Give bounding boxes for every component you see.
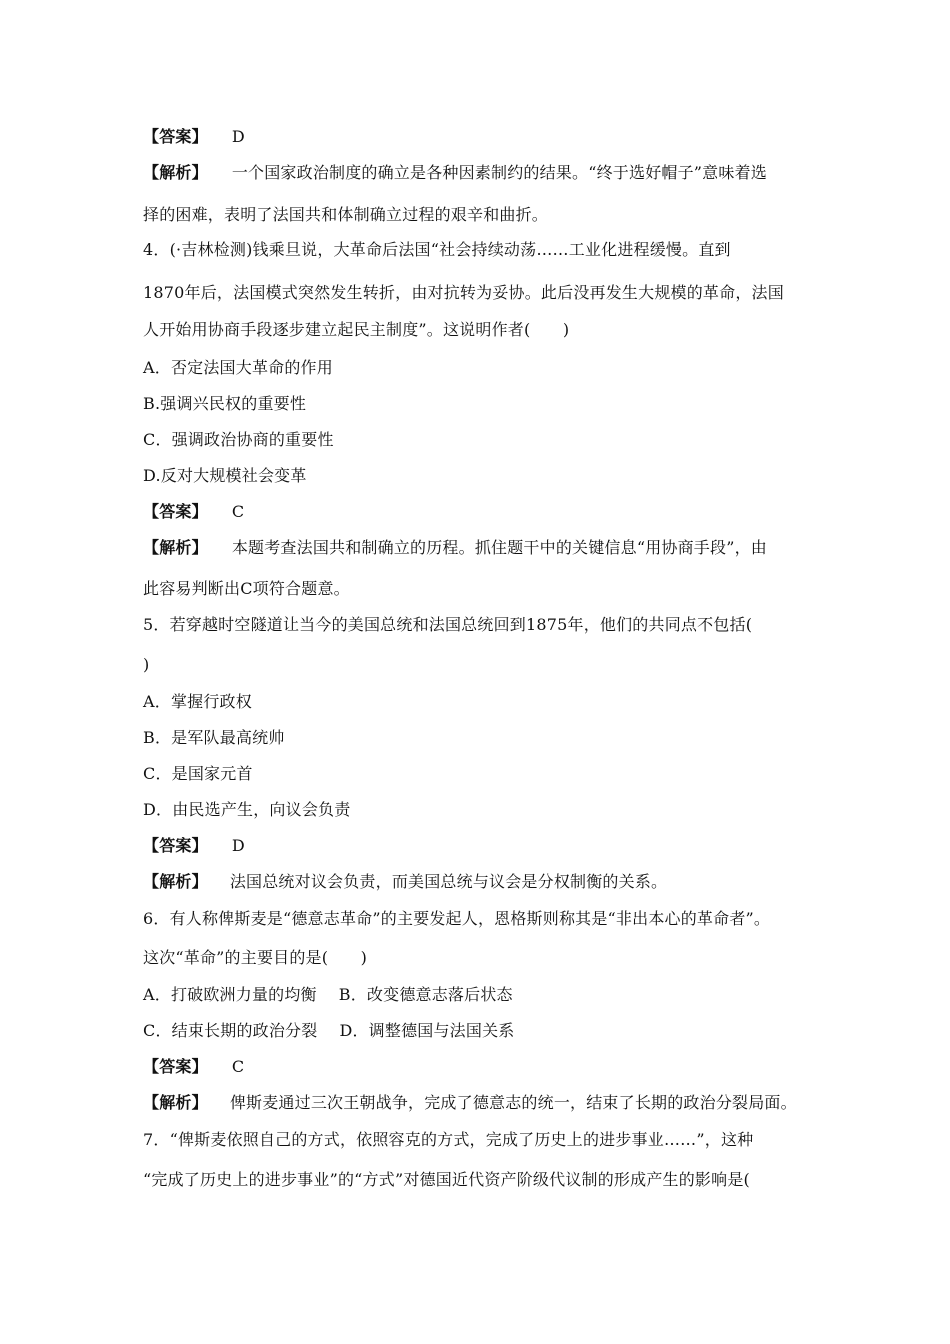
- answer-label: 【答案】: [143, 127, 208, 146]
- question-6-option-d: D．调整德国与法国关系: [339, 1021, 515, 1040]
- answer-value: D: [231, 836, 245, 855]
- analysis-continuation: 择的困难，表明了法国共和体制确立过程的艰辛和曲折。: [143, 205, 549, 224]
- question-6-option-a: A．打破欧洲力量的均衡: [143, 985, 317, 1004]
- answer-line: [143, 1057, 244, 1077]
- question-4-stem-cont: 人开始用协商手段逐步建立起民主制度”。这说明作者( ): [143, 320, 570, 339]
- analysis-text: 本题考查法国共和制确立的历程。抓住题干中的关键信息“用协商手段”，由: [231, 538, 767, 557]
- question-6-options-row-1: [143, 985, 513, 1005]
- question-6-option-b: B．改变德意志落后状态: [338, 985, 513, 1004]
- answer-value: D: [231, 127, 245, 146]
- question-5-option-a: A．掌握行政权: [143, 692, 252, 711]
- answer-label: 【答案】: [143, 502, 208, 521]
- answer-line: [143, 127, 245, 147]
- question-5-option-d: D．由民选产生，向议会负责: [143, 800, 351, 819]
- question-7-stem-cont: “完成了历史上的进步事业”的“方式”对德国近代资产阶级代议制的形成产生的影响是(: [143, 1170, 750, 1189]
- question-6-stem: 6．有人称俾斯麦是“德意志革命”的主要发起人，恩格斯则称其是“非出本心的革命者”。: [143, 909, 771, 928]
- question-5-option-b: B．是军队最高统帅: [143, 728, 285, 747]
- analysis-line: [143, 538, 767, 558]
- answer-label: 【答案】: [143, 1057, 208, 1076]
- analysis-label: 【解析】: [143, 1093, 208, 1112]
- answer-value: C: [231, 502, 245, 521]
- answer-line: [143, 836, 245, 856]
- question-5-stem: 5．若穿越时空隧道让当今的美国总统和法国总统回到1875年，他们的共同点不包括(: [143, 615, 753, 634]
- analysis-continuation: 此容易判断出C项符合题意。: [143, 579, 350, 598]
- question-4-stem: 4．(·吉林检测)钱乘旦说，大革命后法国“社会持续动荡……工业化进程缓慢。直到: [143, 240, 731, 259]
- question-5-stem-cont: ): [143, 655, 150, 674]
- analysis-label: 【解析】: [143, 538, 208, 557]
- analysis-label: 【解析】: [143, 163, 208, 182]
- analysis-line: [143, 163, 767, 183]
- question-7-stem: 7．“俾斯麦依照自己的方式，依照容克的方式，完成了历史上的进步事业……”，这种: [143, 1130, 754, 1149]
- question-4-option-c: C．强调政治协商的重要性: [143, 430, 334, 449]
- analysis-text: 俾斯麦通过三次王朝战争，完成了德意志的统一，结束了长期的政治分裂局面。: [229, 1093, 797, 1112]
- question-4-option-b: B.强调兴民权的重要性: [143, 394, 307, 413]
- analysis-line: [143, 1093, 797, 1113]
- analysis-text: 一个国家政治制度的确立是各种因素制约的结果。“终于选好帽子”意味着选: [231, 163, 767, 182]
- question-4-option-d: D.反对大规模社会变革: [143, 466, 307, 485]
- analysis-text: 法国总统对议会负责，而美国总统与议会是分权制衡的关系。: [229, 872, 668, 891]
- analysis-line: [143, 872, 667, 892]
- question-6-option-c: C．结束长期的政治分裂: [143, 1021, 318, 1040]
- question-6-options-row-2: [143, 1021, 514, 1041]
- answer-line: [143, 502, 244, 522]
- analysis-label: 【解析】: [143, 872, 208, 891]
- question-4-option-a: A．否定法国大革命的作用: [143, 358, 333, 377]
- question-4-stem-cont: 1870年后，法国模式突然发生转折，由对抗转为妥协。此后没再发生大规模的革命，法国: [143, 283, 784, 302]
- question-5-option-c: C．是国家元首: [143, 764, 253, 783]
- answer-label: 【答案】: [143, 836, 208, 855]
- question-6-stem-cont: 这次“革命”的主要目的是( ): [143, 948, 368, 967]
- answer-value: C: [231, 1057, 245, 1076]
